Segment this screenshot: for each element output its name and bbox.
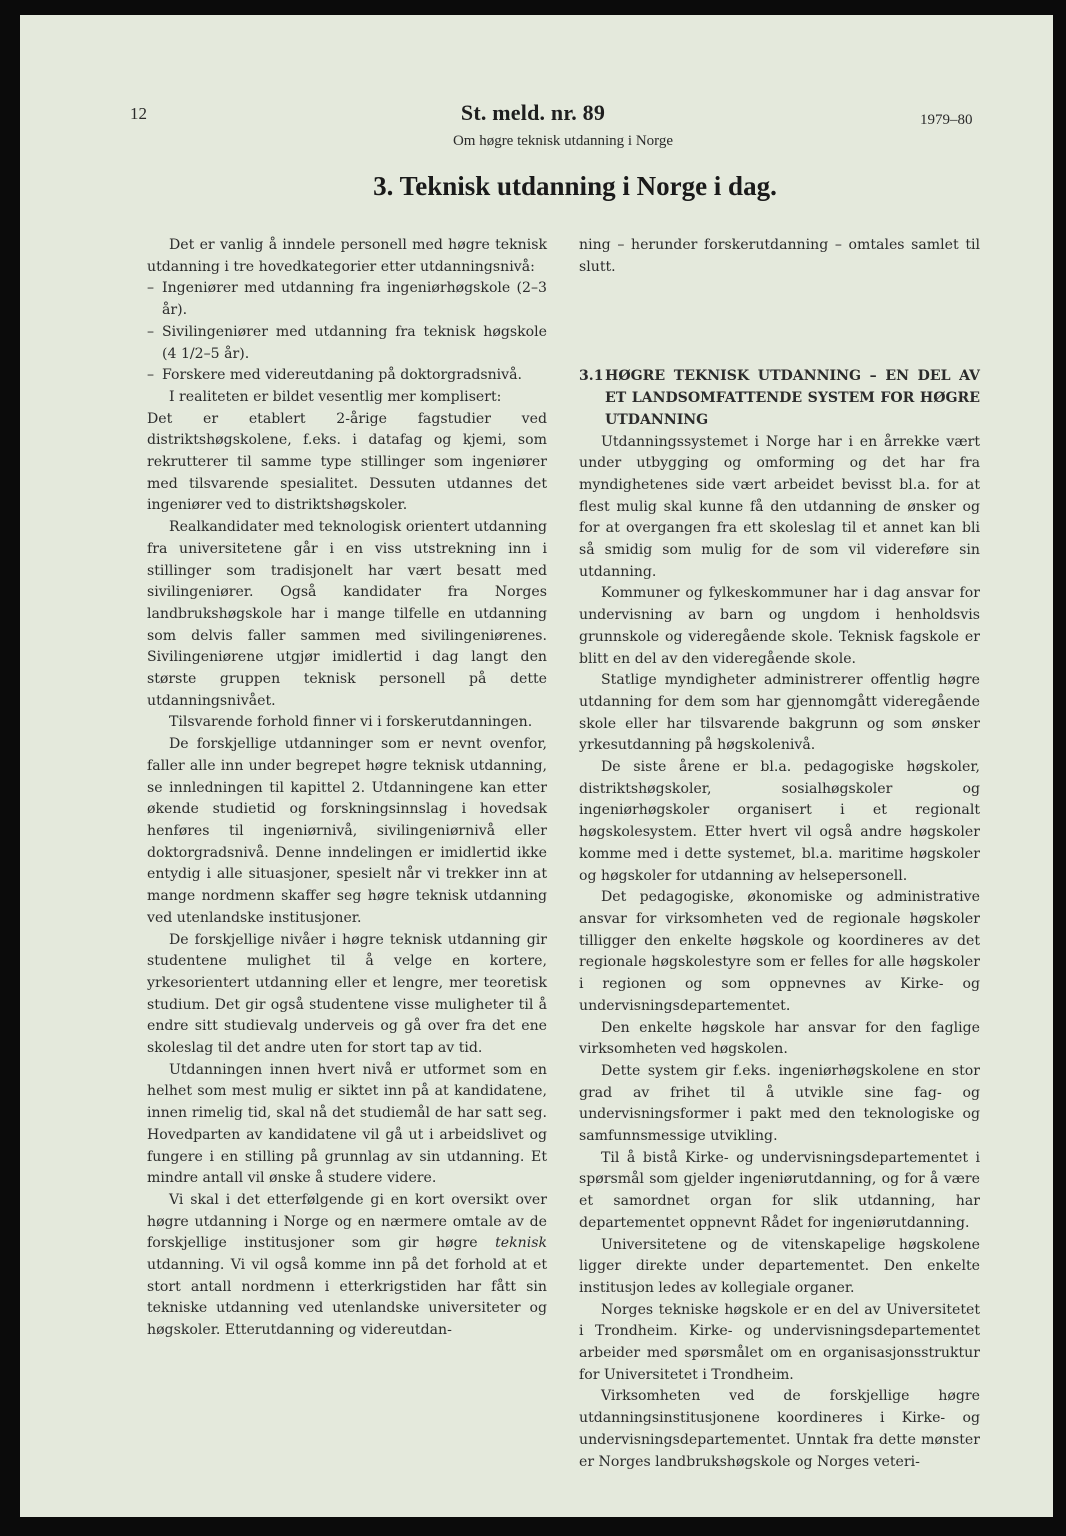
body-paragraph: Universitetene og de vitenskapelige høgskolene ligger direkte under departementet. Den enkelte institusjon ledes av kollegiale organer. xyxy=(579,1236,980,1296)
document-subtitle: Om høgre teknisk utdanning i Norge xyxy=(452,133,674,149)
list-item-text: Forskere med videreutdaning på doktorgradsnivå. xyxy=(162,367,523,384)
intro-paragraph: Det er vanlig å inndele personell med høgre teknisk utdanning i tre hovedkategorier etter utdanningsnivå: xyxy=(147,237,547,275)
right-column xyxy=(579,235,980,1473)
continued-paragraph: ning – herunder forskerutdanning – omtales samlet til slutt. xyxy=(579,237,980,275)
body-paragraph: Virksomheten ved de forskjellige høgre utdanningsinstitusjonene koordineres i Kirke- og undervisningsdepartementet. Unntak fra dette mønster er Norges landbrukshøgskole og Norges veteri- xyxy=(579,1388,980,1470)
section-title: HØGRE TEKNISK UTDANNING – EN DEL AV ET LANDSOMFATTENDE SYSTEM FOR HØGRE UTDANNING xyxy=(605,368,980,428)
body-paragraph xyxy=(147,1190,547,1342)
body-paragraph: Kommuner og fylkeskommuner har i dag ansvar for undervisning av barn og ungdom i henholdsvis grunnskole og videregående skole. Teknisk fagskole er blitt en del av den videregående skole. xyxy=(579,585,980,667)
section-number: 3.1 xyxy=(579,368,604,385)
body-paragraph: I realiteten er bildet vesentlig mer komplisert: xyxy=(169,388,502,405)
paragraph-text: Vi skal i det etterfølgende gi en kort oversikt over høgre utdanning i Norge og en nærmere omtale av de forskjellige institusjoner som gir høgre xyxy=(147,1191,547,1252)
body-paragraph: Realkandidater med teknologisk orientert utdanning fra universitetene går i en viss utstrekning inn i stillinger som tradisjonelt har vært besatt med sivilingeniører. Også kandidater fra Norges landbrukshøgskole har i mange tilfelle en utdanning som delvis faller sammen med sivilingeniørenes. Sivilingeniørene utgjør imidlertid i dag langt den største gruppen teknisk personell på dette utdanningsnivået. xyxy=(147,519,547,709)
list-item xyxy=(147,322,547,365)
body-paragraph: Tilsvarende forhold finner vi i forskerutdanningen. xyxy=(169,714,533,731)
body-paragraph: Det er etablert 2-årige fagstudier ved distriktshøgskolene, f.eks. i datafag og kjemi, som rekrutterer til samme type stillinger som ingeniører med tilsvarende spesialitet. Dessuten utdannes det ingeniører ved to distriktshøgskoler. xyxy=(147,410,547,514)
list-item xyxy=(147,278,547,321)
list-item-text: Sivilingeniører med utdanning fra teknisk høgskole (4 1/2–5 år). xyxy=(162,323,547,362)
body-paragraph: Dette system gir f.eks. ingeniørhøgskolene en stor grad av frihet til å utvikle sine fag- og undervisningsformer i pakt med den teknologiske og samfunnsmessige utvikling. xyxy=(579,1062,980,1145)
document-title: St. meld. nr. 89 xyxy=(460,100,606,125)
dash-bullet: – xyxy=(147,367,155,384)
body-paragraph: Den enkelte høgskole har ansvar for den faglige virksomheten ved høgskolen. xyxy=(579,1019,980,1058)
body-paragraph: Utdanningssystemet i Norge har i en årrekke vært under utbygging og omforming og det har fra myndighetenes side vært arbeidet bevisst bl.a. for at flest mulig skal kunne få den utdanning de ønsker og for at overgangen fra ett skoleslag til et annet kan bli så smidig som mulig for de som vil videreføre sin utdanning. xyxy=(579,433,980,580)
body-paragraph: Utdanningen innen hvert nivå er utformet som en helhet som mest mulig er siktet inn på at kandidatene, innen rimelig tid, skal nå det studiemål de har satt seg. Hovedparten av kandidatene vil gå ut i arbeidslivet og fungere i en stilling på grunnlag av sin utdanning. Et mindre antall vil ønske å studere videre. xyxy=(147,1061,547,1187)
paragraph-text: utdanning. Vi vil også komme inn på det forhold at et stort antall nordmenn i etterkrigstiden har fått sin tekniske utdanning ved utenlandske universiteter og høgskoler. Etterutdanning og videreutdan- xyxy=(147,1257,547,1339)
body-paragraph: De siste årene er bl.a. pedagogiske høgskoler, distriktshøgskoler, sosialhøgskoler og ingeniørhøgskoler organisert i et regionalt høgskolesystem. Etter hvert vil også andre høgskoler komme med i dette systemet, bl.a. maritime høgskoler og høgskoler for utdanning av helsepersonell. xyxy=(579,759,980,884)
body-paragraph: De forskjellige utdanninger som er nevnt ovenfor, faller alle inn under begrepet høgre teknisk utdanning, se innledningen til kapittel 2. Utdanningene kan etter økende studietid og forskningsinnslag i hovedsak henføres til ingeniørnivå, sivilingeniørnivå eller doktorgradsnivå. Denne inndelingen er imidlertid ikke entydig i alle situasjoner, spesielt når vi trekker inn at mange nordmenn skaffer seg høgre teknisk utdanning ved utenlandske institusjoner. xyxy=(147,736,547,926)
document-year: 1979–80 xyxy=(920,112,973,128)
education-level-list xyxy=(147,278,547,387)
page-number: 12 xyxy=(130,104,147,123)
body-paragraph: Statlige myndigheter administrerer offentlig høgre utdanning for dem som har gjennomgått videregående skole eller har tilsvarende bakgrunn og som ønsker yrkesutdanning på høgskolenivå. xyxy=(579,672,980,754)
chapter-title: 3. Teknisk utdanning i Norge i dag. xyxy=(373,171,777,201)
body-paragraph: De forskjellige nivåer i høgre teknisk utdanning gir studentene mulighet til å velge en kortere, yrkesorientert utdanning eller et lengre, mer teoretisk studium. Det gir også studentene visse muligheter til å endre sitt studievalg underveis og gå over fra det ene skoleslag til det andre uten for stort tap av tid. xyxy=(147,931,547,1057)
body-paragraph: Til å bistå Kirke- og undervisningsdepartementet i spørsmål som gjelder ingeniørutdanning, og for å være et samordnet organ for slik utdanning, har departementet oppnevnt Rådet for ingeniørutdanning. xyxy=(579,1149,980,1231)
body-paragraph: Det pedagogiske, økonomiske og administrative ansvar for virksomheten ved de regionale høgskoler tilligger den enkelte høgskole og koordineres av det regionale høgskolestyre som er felles for alle høgskoler i regionen og som oppnevnes av Kirke- og undervisningsdepartementet. xyxy=(579,889,980,1014)
dash-bullet: – xyxy=(147,323,155,340)
section-heading xyxy=(579,366,980,431)
list-item-text: Ingeniører med utdanning fra ingeniørhøgskole (2–3 år). xyxy=(162,280,547,319)
left-column xyxy=(147,235,547,1342)
body-paragraph: Norges tekniske høgskole er en del av Universitetet i Trondheim. Kirke- og undervisningsdepartementet arbeider med spørsmålet om en organisasjonsstruktur for Universitetet i Trondheim. xyxy=(579,1301,980,1383)
list-item xyxy=(147,365,547,387)
dash-bullet: – xyxy=(147,280,155,297)
emphasized-text: teknisk xyxy=(495,1235,547,1252)
